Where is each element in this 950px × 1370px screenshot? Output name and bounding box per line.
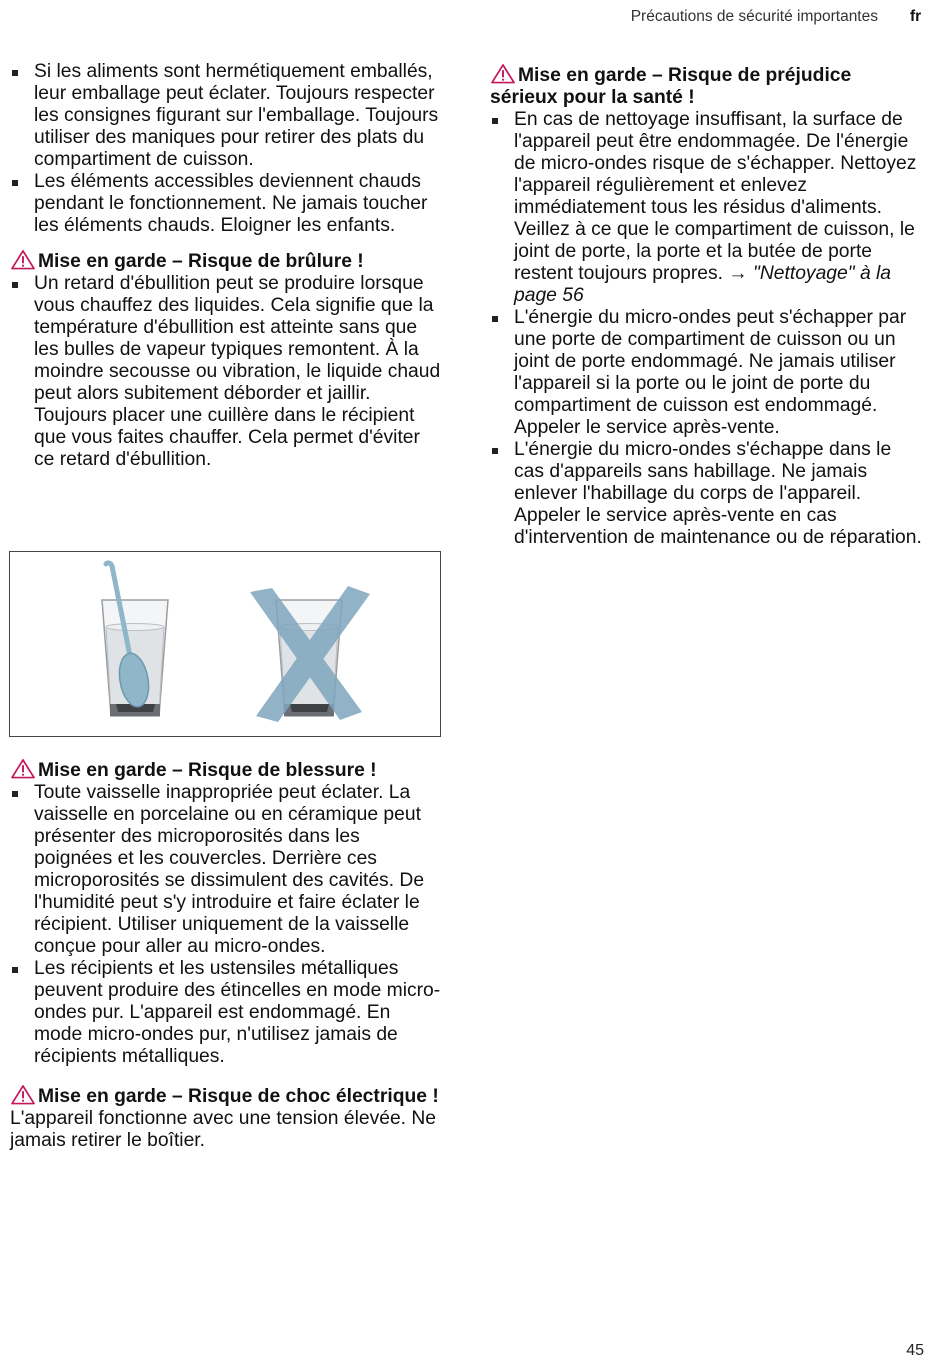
warning-title: Mise en garde – Risque de brûlure !	[38, 251, 364, 272]
left-column-top	[10, 61, 442, 471]
list-item: Si les aliments sont hermétiquement emballés, leur emballage peut éclater. Toujours respecter les consignes figurant sur l'emballage. Toujours utiliser des maniques pour retirer des plats du compartiment de cuisson.	[10, 61, 442, 171]
header-title: Précautions de sécurité importantes	[630, 8, 878, 25]
illustration-glass-spoon	[9, 551, 441, 737]
glasses-illustration	[10, 552, 440, 736]
list-item	[490, 109, 922, 307]
list-item-text: En cas de nettoyage insuffisant, la surface de l'appareil peut être endommagée. De l'énergie de micro-ondes risque de s'échapper. Nettoyez l'appareil régulièrement et enlevez immédiatement tous les résidus d'aliments. Veillez à ce que le compartiment de cuisson, le joint de porte, la porte et la butée de porte restent toujours propres.	[514, 109, 917, 284]
left-column-bottom	[10, 758, 442, 1152]
list-item: L'énergie du micro-ondes s'échappe dans le cas d'appareils sans habillage. Ne jamais enlever l'habillage du corps de l'appareil. Appeler le service après-vente en cas d'intervention de maintenance ou de réparation.	[490, 439, 922, 549]
bullet-list	[490, 109, 922, 549]
glass-with-spoon-icon	[102, 563, 168, 716]
warning-heading-injury	[10, 758, 442, 782]
page-number: 45	[906, 1342, 924, 1359]
warning-title: Mise en garde – Risque de choc électrique !	[38, 1086, 439, 1107]
warning-heading-burn	[10, 249, 442, 273]
warning-heading-health	[490, 63, 922, 109]
warning-title: Mise en garde – Risque de blessure !	[38, 760, 377, 781]
cross-reference-link[interactable]: "Nettoyage" à la page 56	[514, 263, 892, 306]
list-item: Les récipients et les ustensiles métalliques peuvent produire des étincelles en mode micro-ondes pur. L'appareil est endommagé. En mode micro-ondes pur, n'utilisez jamais de récipients métalliques.	[10, 958, 442, 1068]
warning-text: L'appareil fonctionne avec une tension élevée. Ne jamais retirer le boîtier.	[10, 1108, 437, 1151]
right-column	[490, 63, 922, 549]
warning-triangle-icon	[10, 1084, 36, 1105]
warning-title: Mise en garde – Risque de préjudice sérieux pour la santé !	[490, 65, 852, 108]
warning-triangle-icon	[10, 758, 36, 779]
list-item: Toute vaisselle inappropriée peut éclater. La vaisselle en porcelaine ou en céramique peut présenter des microporosités dans les poignées et les couvercles. Derrière ces microporosités se dissimulent des cavités. De l'humidité peut s'y introduire et faire éclater le récipient. Utiliser uniquement de la vaisselle conçue pour aller au micro-ondes.	[10, 782, 442, 958]
arrow-icon: →	[728, 263, 748, 284]
warning-triangle-icon	[490, 63, 516, 84]
warning-heading-electric	[10, 1084, 442, 1108]
list-item: L'énergie du micro-ondes peut s'échapper par une porte de compartiment de cuisson ou un joint de porte endommagé. Ne jamais utiliser l'appareil si la porte ou le joint de porte du compartiment de cuisson est endommagé. Appeler le service après-vente.	[490, 307, 922, 439]
list-item: Les éléments accessibles deviennent chauds pendant le fonctionnement. Ne jamais toucher les éléments chauds. Eloigner les enfants.	[10, 171, 442, 237]
language-code: fr	[910, 8, 922, 25]
bullet-list	[10, 273, 442, 471]
list-item: Un retard d'ébullition peut se produire lorsque vous chauffez des liquides. Cela signifie que la température d'ébullition est atteinte sans que les bulles de vapeur typiques remontent. À la moindre secousse ou vibration, le liquide chaud peut alors subitement déborder et jaillir. Toujours placer une cuillère dans le récipient que vous faites chauffer. Cela permet d'éviter ce retard d'ébullition.	[10, 273, 442, 471]
bullet-list	[10, 782, 442, 1068]
bullet-list	[10, 61, 442, 237]
warning-triangle-icon	[10, 249, 36, 270]
